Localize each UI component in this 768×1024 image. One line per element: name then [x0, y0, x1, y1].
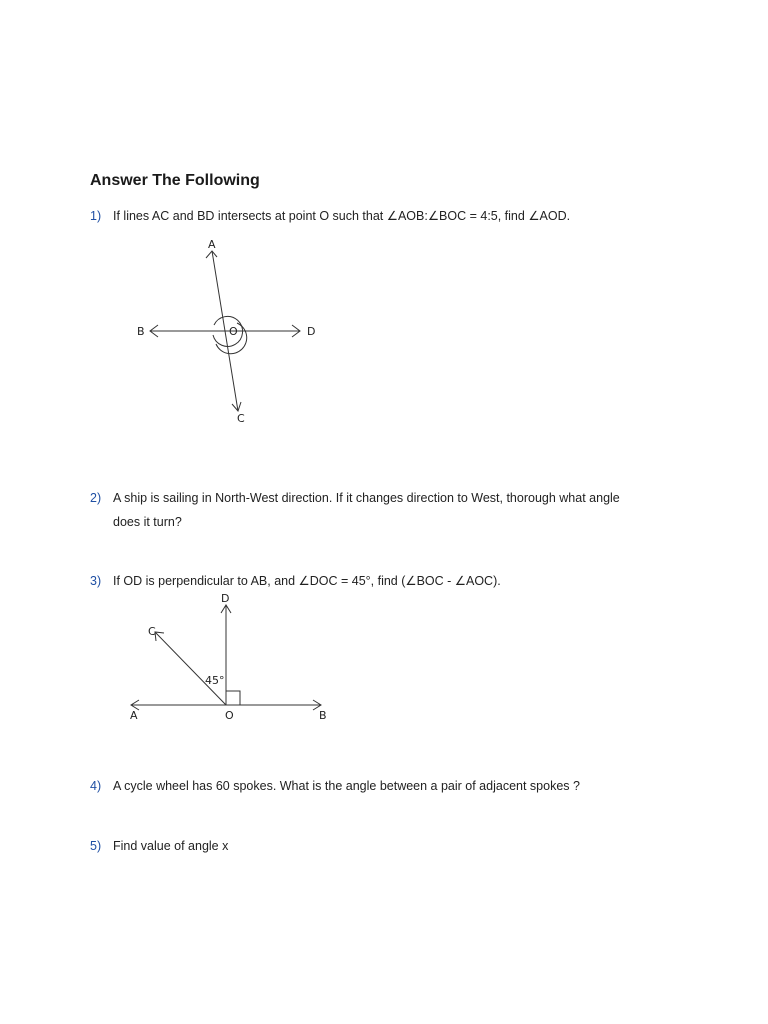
figure-intersecting-lines: [130, 235, 330, 430]
question-text-line2: does it turn?: [113, 515, 182, 529]
label-a: A: [208, 238, 216, 251]
line-oc: [155, 632, 226, 705]
question-number: 5): [90, 839, 102, 853]
label-a: A: [130, 709, 138, 722]
figure-perpendicular-lines: [125, 590, 340, 725]
label-o: O: [229, 325, 238, 338]
label-c: C: [148, 625, 156, 638]
question-number: 3): [90, 574, 102, 588]
right-angle-mark: [226, 691, 240, 705]
question-number: 2): [90, 491, 102, 505]
section-heading: Answer The Following: [90, 172, 260, 189]
label-c: C: [237, 412, 245, 425]
question-number: 1): [90, 209, 102, 223]
question-text: If lines AC and BD intersects at point O such that ∠AOB:∠BOC = 4:5, find ∠AOD.: [113, 209, 571, 223]
label-d: D: [307, 325, 316, 338]
arrow-a: [206, 251, 217, 258]
question-text: If OD is perpendicular to AB, and ∠DOC = 45°, find (∠BOC - ∠AOC).: [113, 574, 501, 588]
question-number: 4): [90, 779, 102, 793]
label-o: O: [225, 709, 234, 722]
question-text: A ship is sailing in North-West direction. If it changes direction to West, thorough what angle: [113, 491, 620, 505]
question-text: Find value of angle x: [113, 839, 229, 853]
angle-label: 45°: [205, 674, 225, 687]
question-text: A cycle wheel has 60 spokes. What is the angle between a pair of adjacent spokes ?: [113, 779, 580, 793]
label-b: B: [319, 709, 327, 722]
label-d: D: [221, 592, 230, 605]
label-b: B: [137, 325, 145, 338]
